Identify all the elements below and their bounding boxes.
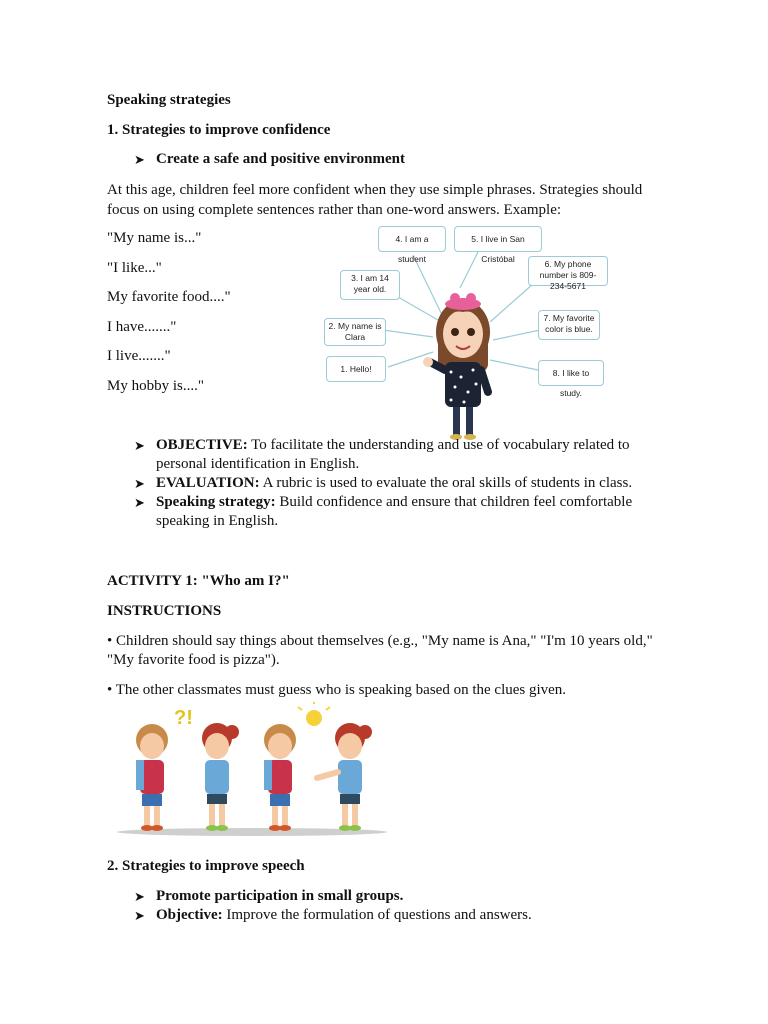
arrow-bullet-icon: ➤ [134, 438, 145, 453]
speech-bubble: 8. I like to study. [538, 360, 604, 386]
speaking-strategy-bullet: Speaking strategy: Build confidence and ensure that children feel comfortable speaking in English. [156, 494, 633, 529]
subheading-safe-environment: Create a safe and positive environment [156, 151, 406, 167]
kid-figure [136, 724, 168, 831]
arrow-bullet-icon: ➤ [134, 476, 145, 491]
speech-bubble: 4. I am a student [378, 226, 446, 252]
activity-heading: ACTIVITY 1: "Who am I?" [107, 573, 290, 589]
kid-figure [202, 723, 239, 831]
arrow-bullet-icon: ➤ [134, 889, 145, 904]
speech-bubble: 2. My name is Clara [324, 318, 386, 346]
speech-bubble: 7. My favorite color is blue. [538, 310, 600, 340]
small-groups-bullet: Promote participation in small groups. [156, 888, 404, 904]
instruction-item: • Children should say things about themselves (e.g., "My name is Ana," "I'm 10 years old," "My favorite food is pizza"). [107, 633, 653, 668]
kids-guessing-illustration [112, 702, 392, 842]
intro-paragraph: At this age, children feel more confident when they use simple phrases. Strategies should focus on using complete sentences rather than one-word answers. Example: [107, 182, 643, 218]
objective-bullet: OBJECTIVE: To facilitate the understanding and use of vocabulary related to personal identification in English. [156, 437, 630, 472]
objective-2-bullet: Objective: Improve the formulation of questions and answers. [156, 907, 532, 923]
kid-figure [264, 724, 296, 831]
example-phrase: My hobby is...." [107, 378, 204, 394]
lightbulb-icon [298, 702, 330, 726]
speech-bubble: 3. I am 14 year old. [340, 270, 400, 300]
girl-speech-illustration [318, 222, 610, 444]
example-phrase: My favorite food...." [107, 289, 231, 305]
instructions-heading: INSTRUCTIONS [107, 603, 222, 619]
example-phrase: I live......." [107, 348, 171, 364]
kid-figure [317, 723, 372, 831]
girl-figure [423, 293, 490, 440]
example-phrase: "My name is..." [107, 230, 202, 246]
doc-title: Speaking strategies [107, 92, 231, 108]
evaluation-bullet: EVALUATION: A rubric is used to evaluate the oral skills of students in class. [156, 475, 633, 491]
speech-bubble: 6. My phone number is 809-234-5671 [528, 256, 608, 286]
example-phrase: "I like..." [107, 260, 162, 276]
arrow-bullet-icon: ➤ [134, 908, 145, 923]
arrow-bullet-icon: ➤ [134, 495, 145, 510]
example-phrase: I have......." [107, 319, 177, 335]
question-mark-icon: ?! [174, 707, 193, 729]
speech-bubble: 1. Hello! [326, 356, 386, 382]
instruction-item: • The other classmates must guess who is speaking based on the clues given. [107, 682, 567, 698]
section-2-heading: 2. Strategies to improve speech [107, 858, 305, 874]
section-1-heading: 1. Strategies to improve confidence [107, 122, 331, 138]
speech-bubble: 5. I live in San Cristóbal [454, 226, 542, 252]
arrow-bullet-icon: ➤ [134, 152, 145, 167]
